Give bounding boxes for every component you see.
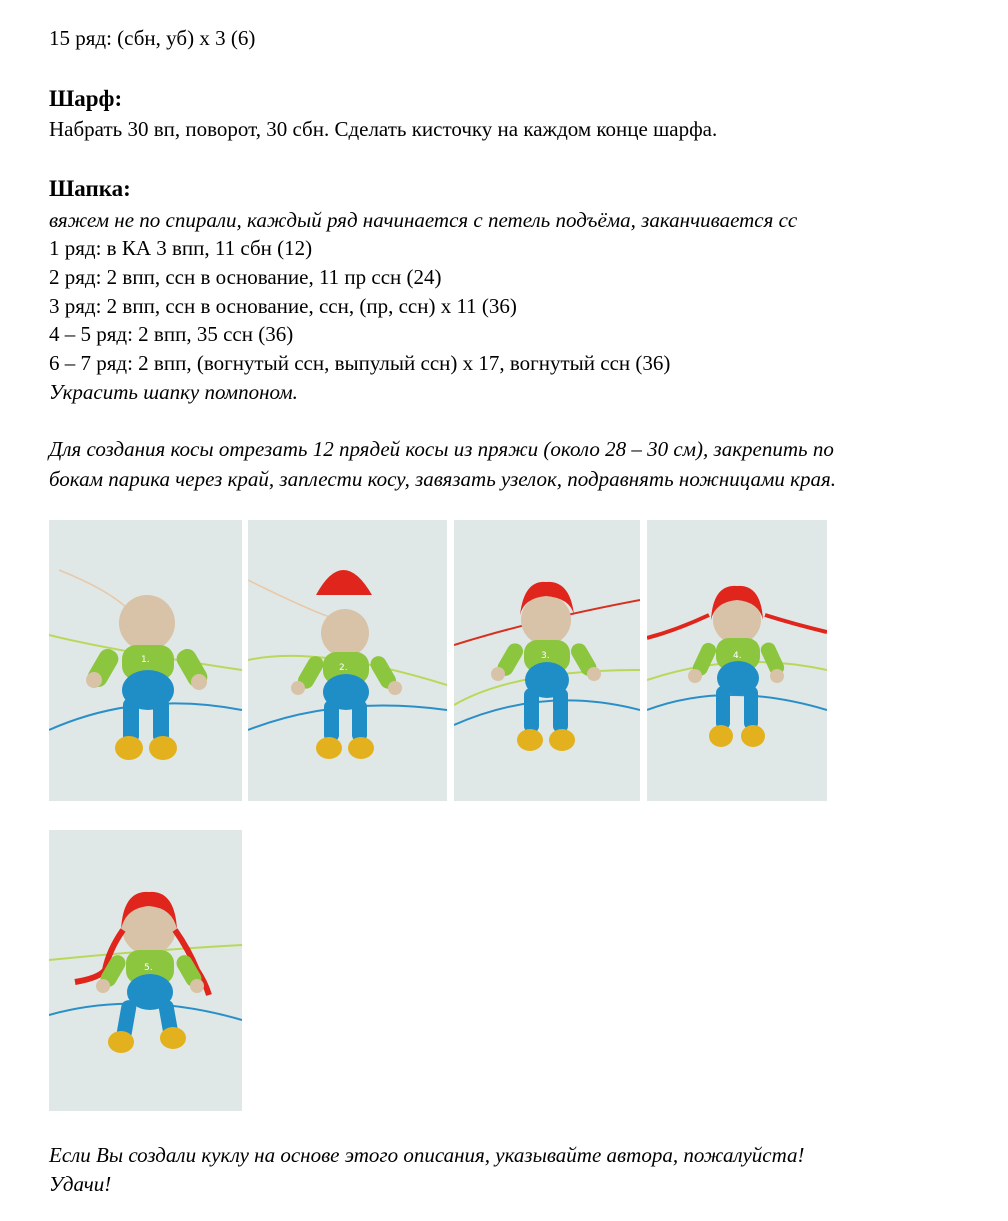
braid-text-2: бокам парика через край, заплести косу, завязать узелок, подравнять ножницами края. [49, 467, 836, 491]
photo-5-label: 5. [144, 963, 153, 973]
photo-step-3 [454, 520, 640, 801]
closing-text-1: Если Вы создали куклу на основе этого описания, указывайте автора, пожалуйста! [49, 1143, 805, 1167]
scarf-heading: Шарф: [49, 86, 123, 111]
hat-row-2: 2 ряд: 2 впп, ссн в основание, 11 пр ссн (24) [49, 265, 442, 289]
hat-decorate: Украсить шапку помпоном. [49, 380, 298, 404]
hat-row-6-7: 6 – 7 ряд: 2 впп, (вогнутый ссн, выпулый ссн) х 17, вогнутый ссн (36) [49, 351, 671, 375]
hat-row-4-5: 4 – 5 ряд: 2 впп, 35 ссн (36) [49, 322, 294, 346]
hat-row-3: 3 ряд: 2 впп, ссн в основание, ссн, (пр, ссн) х 11 (36) [49, 294, 517, 318]
braid-text-1: Для создания косы отрезать 12 прядей косы из пряжи (около 28 – 30 см), закрепить по [49, 437, 834, 461]
photo-1-label: 1. [141, 655, 150, 665]
photo-4-label: 4. [733, 651, 742, 661]
photo-3-label: 3. [541, 651, 550, 661]
photo-step-2 [248, 520, 447, 801]
hat-note: вяжем не по спирали, каждый ряд начинается с петель подъёма, заканчивается сс [49, 208, 798, 232]
hat-heading: Шапка: [49, 176, 131, 201]
scarf-text: Набрать 30 вп, поворот, 30 сбн. Сделать кисточку на каждом конце шарфа. [49, 117, 718, 141]
photo-step-4 [647, 520, 827, 801]
row-15: 15 ряд: (сбн, уб) х 3 (6) [49, 26, 256, 50]
photo-step-1 [49, 520, 242, 801]
photo-2-label: 2. [339, 663, 348, 673]
closing-text-2: Удачи! [49, 1172, 112, 1196]
hat-row-1: 1 ряд: в КА 3 впп, 11 сбн (12) [49, 236, 313, 260]
photo-step-5 [49, 830, 242, 1111]
